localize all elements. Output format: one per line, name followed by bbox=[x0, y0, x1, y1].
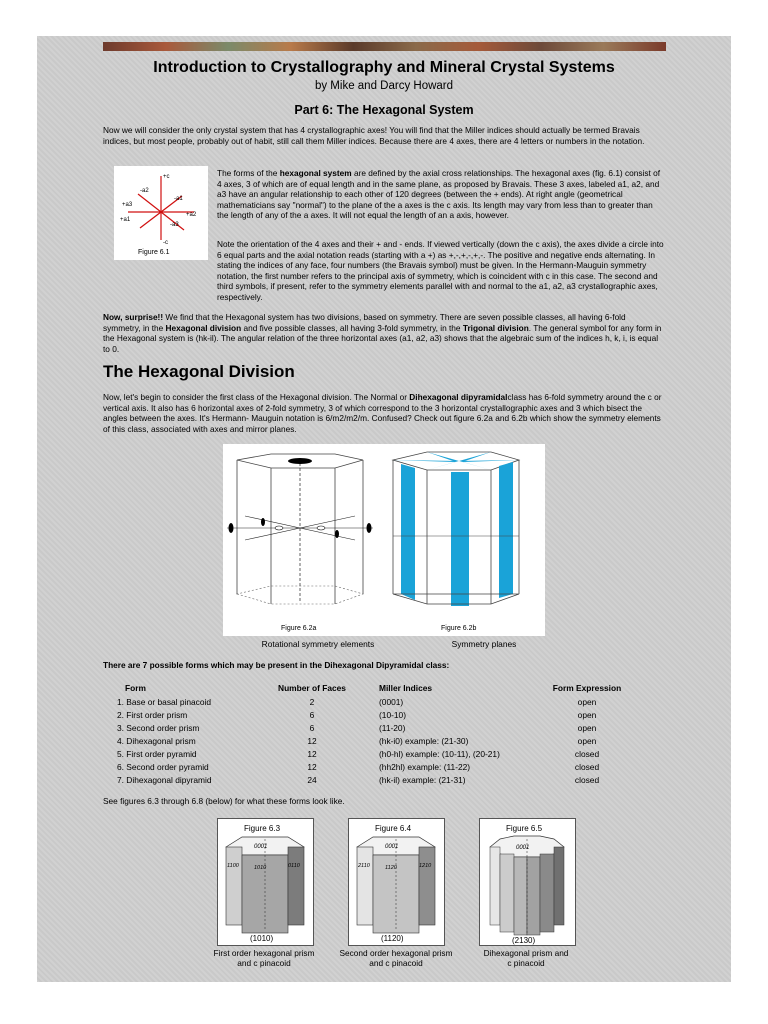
figure-6-4 bbox=[348, 818, 445, 946]
face-label: 1210 bbox=[419, 863, 432, 869]
table-row bbox=[117, 760, 647, 773]
form-name: 5. First order pyramid bbox=[117, 748, 197, 759]
caption-line: Dihexagonal prism and bbox=[483, 948, 569, 958]
face-count: 2 bbox=[309, 696, 315, 707]
miller-indices: (hh2hl) example: (11-22) bbox=[379, 761, 471, 772]
intro-paragraph: Now we will consider the only crystal system that has 4 crystallographic axes! You will find that the Miller indices should actually be termed Bravais indices, but most people, probably out of habit, still call them Miller indices. Because there are 4 axes, there are 4 letters or numbers in the notation. bbox=[103, 125, 645, 146]
hexagonal-system-paragraph bbox=[217, 168, 665, 221]
face-label: 1100 bbox=[227, 863, 239, 869]
miller-indices: (10-10) bbox=[379, 709, 406, 720]
dihexagonal-prism-diagram bbox=[480, 819, 575, 945]
text-run: Now, let's begin to consider the first class of the Hexagonal division. The Normal or bbox=[103, 392, 410, 402]
text-run: The forms of the bbox=[217, 168, 280, 178]
face-label: 0001 bbox=[516, 845, 530, 851]
axis-label-a3-plus: +a3 bbox=[122, 202, 133, 208]
text-run: class has 6-fold symmetry around the c or vertical axis. It also has 6 horizontal axes of 2-fold symmetry, 3 of which correspond to the 3 horizontal crystallographic axes and 3 which bisect the angles between the axes. It's Hermann- Mauguin notation is 6/m2/m2/m. Confused? Check out figure 6.2a and 6.2b which show the symmetry elements of this class, associated with axes and mirror planes. bbox=[103, 392, 662, 434]
figure-6-2 bbox=[223, 444, 545, 636]
axis-label-c-plus: +c bbox=[163, 174, 170, 180]
form-name: 1. Base or basal pinacoid bbox=[117, 696, 212, 707]
caption-line: and c pinacoid bbox=[237, 958, 291, 968]
form-name: 2. First order prism bbox=[117, 709, 188, 720]
face-label: 1010 bbox=[254, 865, 267, 871]
face-count: 6 bbox=[309, 709, 315, 720]
forms-table bbox=[117, 681, 647, 786]
page-title: Introduction to Crystallography and Mineral Crystal Systems bbox=[153, 59, 615, 76]
bold-term: hexagonal system bbox=[279, 168, 352, 178]
bold-term: Now, surprise!! bbox=[103, 312, 164, 322]
miller-indices: (h0-hl) example: (10-11), (20-21) bbox=[379, 748, 500, 759]
form-name: 7. Dihexagonal dipyramid bbox=[117, 774, 212, 785]
column-header: Number of Faces bbox=[278, 683, 346, 693]
face-count: 24 bbox=[307, 774, 317, 785]
form-expression: closed bbox=[574, 748, 600, 759]
rotational-symmetry-figure bbox=[227, 454, 373, 632]
face-count: 12 bbox=[307, 735, 317, 746]
figure-6-4-caption bbox=[328, 948, 464, 968]
table-row bbox=[117, 708, 647, 721]
form-expression: open bbox=[577, 722, 597, 733]
face-label: 0001 bbox=[254, 844, 268, 850]
figure-6-3-caption bbox=[199, 948, 329, 968]
second-order-prism-diagram bbox=[349, 819, 444, 945]
figure-6-3-indices: (1010) bbox=[250, 934, 274, 943]
figure-6-5-title: Figure 6.5 bbox=[506, 824, 543, 833]
document-page bbox=[37, 36, 731, 982]
hexagonal-prism-symmetry-diagram bbox=[223, 444, 545, 636]
face-label: 0110 bbox=[288, 863, 300, 869]
face-label: 0001 bbox=[385, 844, 399, 850]
symmetry-planes-figure bbox=[393, 452, 519, 632]
form-expression: open bbox=[577, 735, 597, 746]
axis-label-a2-minus: -a2 bbox=[140, 188, 149, 194]
rotational-symmetry-label: Rotational symmetry elements bbox=[261, 639, 375, 649]
form-expression: open bbox=[577, 709, 597, 720]
byline: by Mike and Darcy Howard bbox=[314, 80, 454, 92]
miller-indices: (hk-i0) example: (21-30) bbox=[379, 735, 469, 746]
axis-label-c-minus: -c bbox=[163, 240, 168, 246]
caption-line: Second order hexagonal prism bbox=[339, 948, 453, 958]
figure-6-2a-caption: Figure 6.2a bbox=[281, 625, 317, 632]
forms-intro: There are 7 possible forms which may be present in the Dihexagonal Dipyramidal class: bbox=[103, 660, 450, 670]
miller-indices: (11-20) bbox=[379, 722, 406, 733]
see-figures-note: See figures 6.3 through 6.8 (below) for what these forms look like. bbox=[103, 796, 345, 806]
form-expression: open bbox=[577, 696, 597, 707]
caption-line: c pinacoid bbox=[507, 958, 545, 968]
figure-6-5 bbox=[479, 818, 576, 946]
face-count: 12 bbox=[307, 761, 317, 772]
bold-term: Trigonal division bbox=[462, 322, 529, 333]
division-paragraph bbox=[103, 392, 665, 434]
form-expression: closed bbox=[574, 761, 600, 772]
figure-6-5-indices: (2130) bbox=[512, 936, 536, 945]
axis-label-a1-minus: -a1 bbox=[174, 196, 183, 202]
symmetry-planes-label: Symmetry planes bbox=[451, 639, 517, 649]
form-name: 3. Second order prism bbox=[117, 722, 200, 733]
axis-label-a3-minus: -a3 bbox=[170, 222, 179, 228]
table-row bbox=[117, 734, 647, 747]
figure-6-1 bbox=[114, 166, 208, 260]
axis-label-a1-plus: +a1 bbox=[120, 217, 131, 223]
figure-6-3-title: Figure 6.3 bbox=[244, 824, 281, 833]
miller-indices: (0001) bbox=[379, 696, 404, 707]
column-header: Form bbox=[125, 683, 146, 693]
figure-6-1-caption: Figure 6.1 bbox=[138, 249, 170, 256]
text-run: and five possible classes, all having 3-fold symmetry, in the bbox=[241, 322, 463, 333]
bold-term: Hexagonal division bbox=[165, 322, 242, 333]
face-count: 12 bbox=[307, 748, 317, 759]
form-name: 6. Second order pyramid bbox=[117, 761, 209, 772]
text-run: We find that the Hexagonal system has two divisions, based on symmetry. There are seven possible classes, all having 6-fold symmetry, in the bbox=[103, 312, 626, 333]
table-row bbox=[117, 747, 647, 760]
figure-6-2b-caption: Figure 6.2b bbox=[441, 625, 477, 632]
bold-term: Dihexagonal dipyramidal bbox=[409, 392, 508, 402]
figure-6-5-caption bbox=[461, 948, 591, 968]
axis-label-a2-plus: +a2 bbox=[186, 212, 197, 218]
table-row bbox=[117, 695, 647, 708]
text-run: Note the orientation of the 4 axes and their + and - ends. If viewed vertically (down the c axis), the axes divide a circle into 6 equal parts and the axial notation reads (starting with a +) as +,-,+,-,+,-. The positive and negative ends alternating. In stating the indices of any face, four numbers (the Bravais symbol) must be given. In the Hermann-Mauguin symmetry notation, the first number refers to the principal axis of symmetry, which is coincident with c in this case. The second and third symbols, if present, refer to the symmetry elements parallel with and normal to the a1, a2, a3 crystallographic axes, respectively. bbox=[217, 239, 664, 302]
text-run: are defined by the axial cross relationships. The hexagonal axes (fig. 6.1) consist of 4 axes, 3 of which are of equal length and in the same plane, as proposed by Bravais. These 3 axes, labeled a1, a2, and a3 have an angular relationship to each other of 120 degrees (between the + ends). At right angle (geometrical mathematicians say "normal") to the plane of the a axes is the c axis. Its length may vary from less than to greater than the length of any of the a axes. It will not equal the length of an a axis, however. bbox=[217, 168, 661, 221]
decorative-banner bbox=[103, 42, 666, 51]
face-label: 1120 bbox=[385, 865, 397, 871]
column-header: Form Expression bbox=[552, 683, 622, 693]
surprise-paragraph bbox=[103, 312, 665, 354]
table-row bbox=[117, 773, 647, 786]
figure-6-4-indices: (1120) bbox=[381, 934, 404, 943]
figure-6-4-title: Figure 6.4 bbox=[375, 824, 412, 833]
face-count: 6 bbox=[309, 722, 315, 733]
form-name: 4. Dihexagonal prism bbox=[117, 735, 196, 746]
miller-indices: (hk-il) example: (21-31) bbox=[379, 774, 466, 785]
text-run: . The general symbol for any form in the Hexagonal system is (hk-il). The angular relation of the three horizontal axes (a1, a2, a3) shows that the algebraic sum of the indices h, k, i, is equal to 0. bbox=[103, 322, 662, 354]
caption-line: and c pinacoid bbox=[369, 958, 423, 968]
orientation-paragraph-start bbox=[217, 239, 665, 303]
column-header: Miller Indices bbox=[379, 683, 433, 693]
table-header-row bbox=[117, 681, 647, 695]
table-row bbox=[117, 721, 647, 734]
first-order-prism-diagram bbox=[218, 819, 313, 945]
hexagonal-axes-diagram bbox=[114, 166, 208, 260]
form-expression: closed bbox=[574, 774, 600, 785]
face-label: 2110 bbox=[358, 863, 370, 869]
caption-line: First order hexagonal prism bbox=[213, 948, 315, 958]
figure-6-3 bbox=[217, 818, 314, 946]
part-heading: Part 6: The Hexagonal System bbox=[294, 103, 474, 117]
section-heading: The Hexagonal Division bbox=[103, 362, 295, 381]
